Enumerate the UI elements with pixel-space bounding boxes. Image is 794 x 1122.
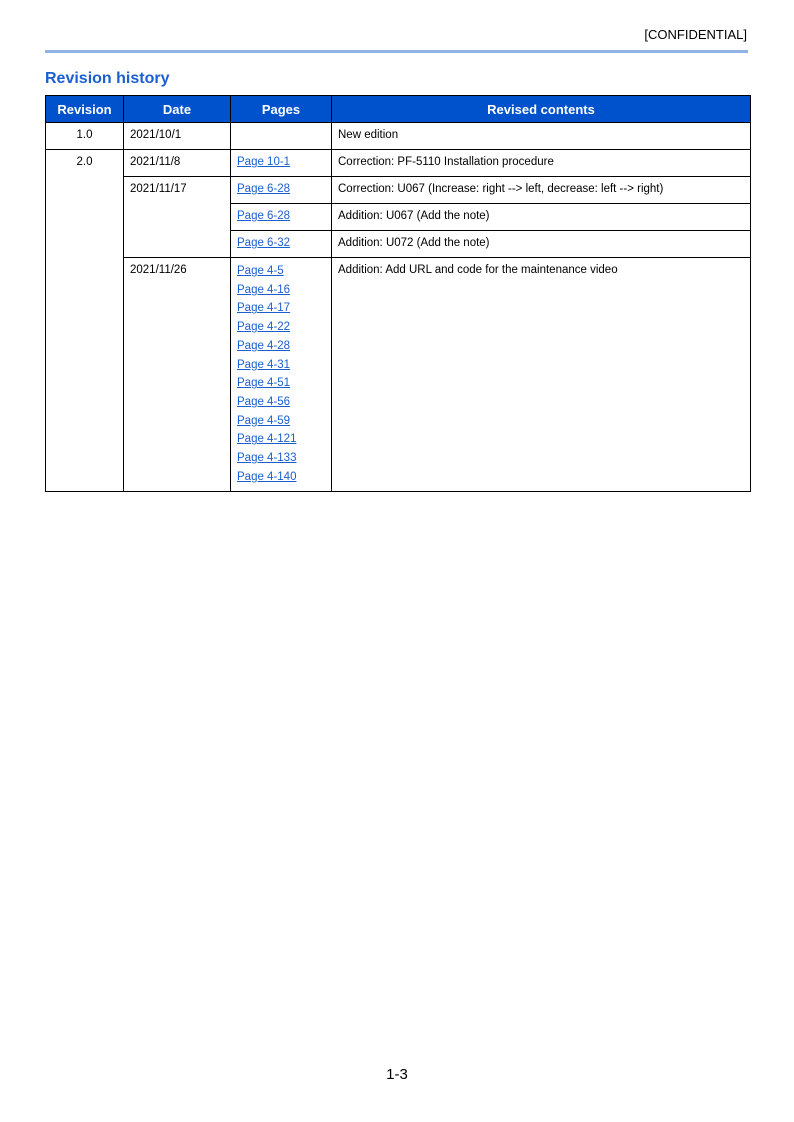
section-title: Revision history: [45, 70, 170, 87]
page-link[interactable]: Page 4-121: [237, 433, 297, 446]
table-header-row: [46, 96, 751, 123]
confidential-label: [CONFIDENTIAL]: [644, 27, 747, 42]
page-link[interactable]: Page 6-32: [237, 237, 291, 249]
column-header-date: Date: [124, 96, 231, 123]
page-link[interactable]: Page 4-59: [237, 414, 291, 427]
page-link[interactable]: Page 10-1: [237, 156, 291, 168]
date-cell: 2021/10/1: [124, 123, 231, 150]
page-link[interactable]: Page 6-28: [237, 210, 291, 222]
page-link[interactable]: Page 4-31: [237, 358, 291, 371]
page-link[interactable]: Page 4-56: [237, 395, 291, 408]
page-link[interactable]: Page 4-5: [237, 265, 284, 277]
contents-cell: Addition: U072 (Add the note): [332, 231, 751, 258]
pages-cell: [231, 177, 332, 204]
pages-cell: [231, 150, 332, 177]
page-link[interactable]: Page 4-140: [237, 470, 297, 483]
contents-cell: New edition: [332, 123, 751, 150]
page-link[interactable]: Page 4-17: [237, 302, 291, 315]
revision-cell: 2.0: [46, 150, 124, 492]
header-rule: [45, 50, 748, 53]
pages-cell: [231, 258, 332, 492]
page-link[interactable]: Page 4-22: [237, 321, 291, 334]
column-header-pages: Pages: [231, 96, 332, 123]
pages-cell: [231, 204, 332, 231]
pages-cell: [231, 123, 332, 150]
page-link[interactable]: Page 4-16: [237, 283, 291, 296]
page-link[interactable]: Page 4-51: [237, 377, 291, 390]
contents-cell: Correction: U067 (Increase: right --> left, decrease: left --> right): [332, 177, 751, 204]
date-cell: 2021/11/26: [124, 258, 231, 492]
date-cell: 2021/11/17: [124, 177, 231, 258]
pages-cell: [231, 231, 332, 258]
page-link[interactable]: Page 4-133: [237, 452, 297, 465]
contents-cell: Addition: Add URL and code for the maintenance video: [332, 258, 751, 492]
table-row: [46, 150, 751, 177]
revision-cell: 1.0: [46, 123, 124, 150]
column-header-revision: Revision: [46, 96, 124, 123]
page-number: 1-3: [386, 1066, 408, 1083]
page-link[interactable]: Page 4-28: [237, 339, 291, 352]
table-row: [46, 258, 751, 492]
contents-cell: Addition: U067 (Add the note): [332, 204, 751, 231]
contents-cell: Correction: PF-5110 Installation procedure: [332, 150, 751, 177]
table-row: [46, 177, 751, 204]
column-header-contents: Revised contents: [332, 96, 751, 123]
revision-table: [45, 95, 751, 492]
date-cell: 2021/11/8: [124, 150, 231, 177]
table-row: [46, 123, 751, 150]
page-link[interactable]: Page 6-28: [237, 183, 291, 195]
